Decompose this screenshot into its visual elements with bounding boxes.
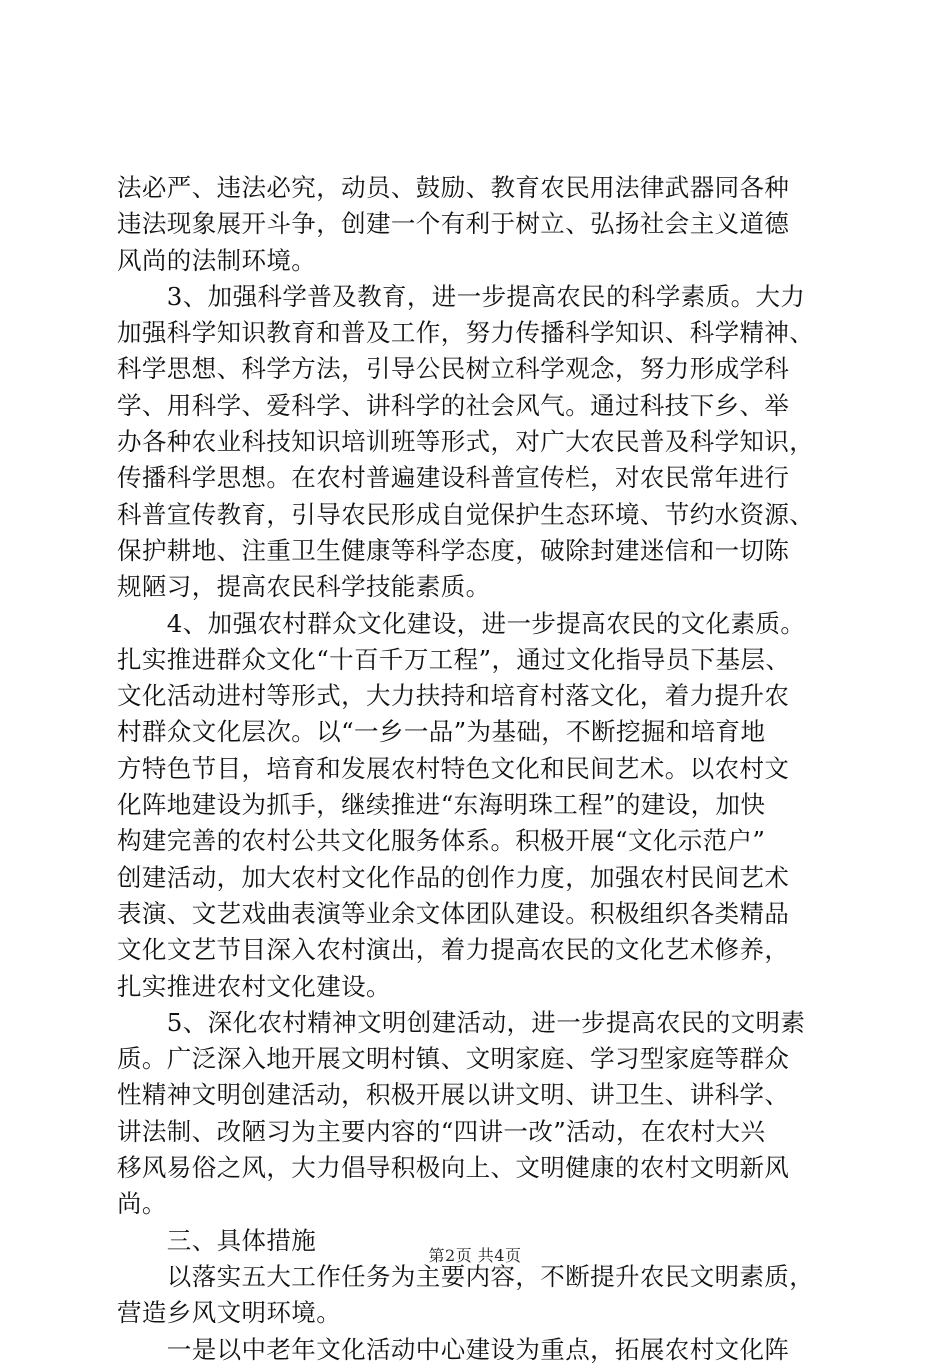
text-line: 学、用科学、爱科学、讲科学的社会风气。通过科技下乡、举: [117, 390, 790, 420]
text-line: 性精神文明创建活动，积极开展以讲文明、讲卫生、讲科学、: [117, 1080, 790, 1110]
text-line: 传播科学思想。在农村普遍建设科普宣传栏，对农民常年进行: [117, 463, 790, 493]
text-line: 以落实五大工作任务为主要内容，不断提升农民文明素质，: [117, 1261, 815, 1291]
text-line: 村群众文化层次。以“一乡一品”为基础，不断挖掘和培育地: [117, 717, 766, 747]
text-line: 法必严、违法必究，动员、鼓励、教育农民用法律武器同各种: [117, 173, 790, 202]
section-heading: 三、具体措施: [117, 1225, 317, 1255]
text-line: 加强科学知识教育和普及工作，努力传播科学知识、科学精神、: [117, 318, 815, 348]
text-line: 文化活动进村等形式，大力扶持和培育村落文化，着力提升农: [117, 681, 790, 711]
text-line: 文化文艺节目深入农村演出，着力提高农民的文化艺术修养，: [117, 935, 790, 965]
document-body: [117, 170, 833, 1368]
text-line: 扎实推进农村文化建设。: [117, 971, 391, 1001]
text-line: 4、加强农村群众文化建设，进一步提高农民的文化素质。: [117, 608, 806, 638]
text-line: 质。广泛深入地开展文明村镇、文明家庭、学习型家庭等群众: [117, 1044, 790, 1074]
text-line: 办各种农业科技知识培训班等形式，对广大农民普及科学知识，: [117, 427, 815, 457]
text-line: 风尚的法制环境。: [117, 245, 317, 275]
text-line: 科普宣传教育，引导农民形成自觉保护生态环境、节约水资源、: [117, 499, 815, 529]
text-line: 构建完善的农村公共文化服务体系。积极开展“文化示范户”: [117, 826, 766, 856]
text-line: 移风易俗之风，大力倡导积极向上、文明健康的农村文明新风: [117, 1153, 790, 1183]
text-line: 方特色节目，培育和发展农村特色文化和民间艺术。以农村文: [117, 753, 790, 783]
text-line: 营造乡风文明环境。: [117, 1298, 342, 1328]
text-line: 表演、文艺戏曲表演等业余文体团队建设。积极组织各类精品: [117, 898, 790, 928]
text-line: 3、加强科学普及教育，进一步提高农民的科学素质。大力: [117, 281, 806, 311]
text-line: 尚。: [117, 1189, 167, 1219]
text-line: 扎实推进群众文化“十百千万工程”，通过文化指导员下基层、: [117, 644, 791, 674]
text-line: 规陋习，提高农民科学技能素质。: [117, 572, 491, 602]
text-line: 科学思想、科学方法，引导公民树立科学观念，努力形成学科: [117, 354, 790, 384]
text-line: 5、深化农村精神文明创建活动，进一步提高农民的文明素: [117, 1007, 806, 1037]
text-line: 保护耕地、注重卫生健康等科学态度，破除封建迷信和一切陈: [117, 535, 790, 565]
text-line: 违法现象展开斗争，创建一个有利于树立、弘扬社会主义道德: [117, 209, 790, 239]
text-line: 一是以中老年文化活动中心建设为重点，拓展农村文化阵: [117, 1334, 790, 1364]
text-line: 化阵地建设为抓手，继续推进“东海明珠工程”的建设，加快: [117, 790, 766, 820]
page-number-footer: 第2页 共4页: [428, 1246, 522, 1265]
text-line: 讲法制、改陋习为主要内容的“四讲一改”活动，在农村大兴: [117, 1116, 766, 1146]
text-line: 创建活动，加大农村文化作品的创作力度，加强农村民间艺术: [117, 862, 790, 892]
